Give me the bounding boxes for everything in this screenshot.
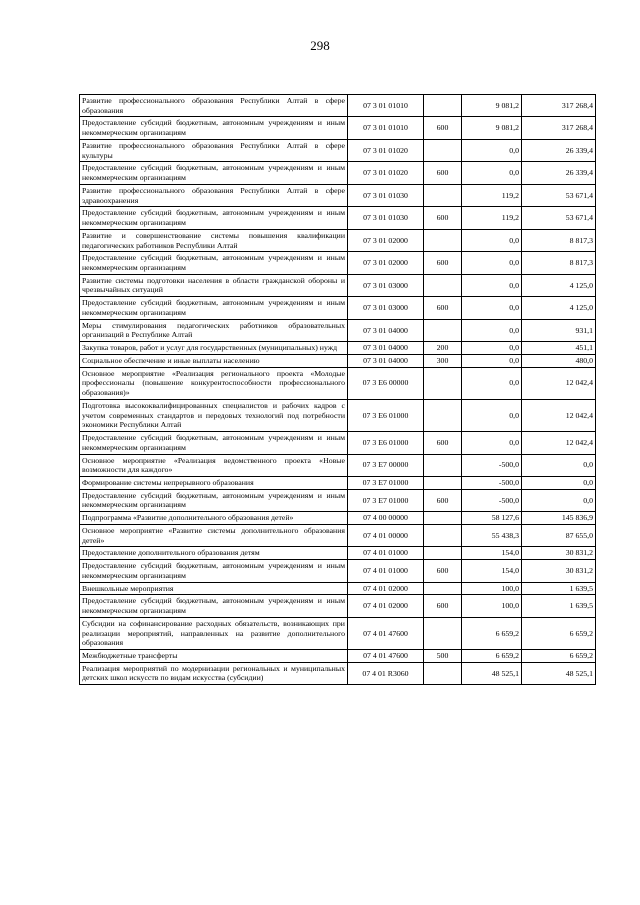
table-row	[80, 476, 596, 489]
row-name: Предоставление субсидий бюджетным, автономным учреждениям и иным некоммерческим организациям	[80, 207, 348, 229]
row-name: Развитие и совершенствование системы повышения квалификации педагогических работников Республики Алтай	[80, 229, 348, 251]
row-value-total: 480,0	[522, 354, 596, 367]
row-code: 07 3 01 01010	[348, 117, 424, 139]
row-value-total: 1 639,5	[522, 595, 596, 617]
row-expense-type	[424, 617, 462, 649]
row-expense-type	[424, 319, 462, 341]
row-value-change: 154,0	[462, 560, 522, 582]
table-row	[80, 454, 596, 476]
row-name: Предоставление субсидий бюджетным, автономным учреждениям и иным некоммерческим организациям	[80, 595, 348, 617]
row-expense-type: 600	[424, 117, 462, 139]
row-code: 07 4 01 02000	[348, 595, 424, 617]
table-row	[80, 560, 596, 582]
row-code: 07 3 01 04000	[348, 319, 424, 341]
row-code: 07 3 01 04000	[348, 342, 424, 355]
table-row	[80, 595, 596, 617]
row-expense-type	[424, 454, 462, 476]
row-value-change: -500,0	[462, 454, 522, 476]
row-code: 07 3 01 03000	[348, 297, 424, 319]
row-expense-type: 600	[424, 489, 462, 511]
row-value-total: 53 671,4	[522, 184, 596, 206]
row-expense-type	[424, 229, 462, 251]
row-value-change: 9 081,2	[462, 95, 522, 117]
row-value-change: 119,2	[462, 207, 522, 229]
row-expense-type: 600	[424, 432, 462, 454]
table-row	[80, 207, 596, 229]
row-value-total: 317 268,4	[522, 95, 596, 117]
row-expense-type: 600	[424, 560, 462, 582]
row-value-change: 0,0	[462, 319, 522, 341]
row-value-change: 0,0	[462, 229, 522, 251]
row-expense-type	[424, 367, 462, 399]
row-code: 07 4 01 01000	[348, 560, 424, 582]
table-row	[80, 512, 596, 525]
row-code: 07 4 01 R3060	[348, 662, 424, 684]
row-code: 07 4 01 47600	[348, 617, 424, 649]
row-value-change: 55 438,3	[462, 524, 522, 546]
row-value-total: 87 655,0	[522, 524, 596, 546]
row-code: 07 4 01 01000	[348, 547, 424, 560]
row-value-total: 12 042,4	[522, 367, 596, 399]
row-value-change: 0,0	[462, 252, 522, 274]
table-row	[80, 139, 596, 161]
row-value-total: 145 836,9	[522, 512, 596, 525]
row-name: Закупка товаров, работ и услуг для государственных (муниципальных) нужд	[80, 342, 348, 355]
table-row	[80, 342, 596, 355]
row-value-change: 100,0	[462, 595, 522, 617]
row-value-total: 26 339,4	[522, 139, 596, 161]
row-code: 07 3 01 02000	[348, 229, 424, 251]
row-name: Внешкольные мероприятия	[80, 582, 348, 595]
row-name: Основное мероприятие «Реализация регионального проекта «Молодые профессионалы (повышение конкурентоспособности профессионального образования)»	[80, 367, 348, 399]
table-row	[80, 649, 596, 662]
row-code: 07 4 01 47600	[348, 649, 424, 662]
table-row	[80, 367, 596, 399]
row-expense-type	[424, 512, 462, 525]
row-name: Развитие профессионального образования Республики Алтай в сфере культуры	[80, 139, 348, 161]
row-expense-type: 600	[424, 162, 462, 184]
row-name: Меры стимулирования педагогических работников образовательных организаций в Республике Алтай	[80, 319, 348, 341]
row-value-total: 4 125,0	[522, 274, 596, 296]
row-name: Социальное обеспечение и иные выплаты населению	[80, 354, 348, 367]
row-name: Субсидии на софинансирование расходных обязательств, возникающих при реализации мероприятий, направленных на развитие дополнительного образования	[80, 617, 348, 649]
row-name: Предоставление субсидий бюджетным, автономным учреждениям и иным некоммерческим организациям	[80, 489, 348, 511]
table-row	[80, 95, 596, 117]
row-expense-type	[424, 476, 462, 489]
row-name: Формирование системы непрерывного образования	[80, 476, 348, 489]
row-value-total: 8 817,3	[522, 252, 596, 274]
row-value-change: 0,0	[462, 139, 522, 161]
row-expense-type: 600	[424, 252, 462, 274]
row-expense-type: 500	[424, 649, 462, 662]
row-value-total: 30 831,2	[522, 560, 596, 582]
row-code: 07 3 01 01030	[348, 184, 424, 206]
budget-table	[79, 94, 596, 685]
table-row	[80, 354, 596, 367]
row-code: 07 3 E6 01000	[348, 432, 424, 454]
row-value-total: 0,0	[522, 489, 596, 511]
row-code: 07 4 01 02000	[348, 582, 424, 595]
table-row	[80, 489, 596, 511]
row-expense-type	[424, 274, 462, 296]
row-name: Развитие системы подготовки населения в области гражданской обороны и чрезвычайных ситуаций	[80, 274, 348, 296]
row-name: Подготовка высококвалифицированных специалистов и рабочих кадров с учетом современных стандартов и передовых технологий под потребности экономики Республики Алтай	[80, 399, 348, 431]
row-code: 07 3 01 01010	[348, 95, 424, 117]
row-value-total: 931,1	[522, 319, 596, 341]
row-code: 07 3 01 04000	[348, 354, 424, 367]
row-value-total: 451,1	[522, 342, 596, 355]
row-value-change: 0,0	[462, 399, 522, 431]
table-row	[80, 297, 596, 319]
row-value-total: 48 525,1	[522, 662, 596, 684]
row-name: Предоставление субсидий бюджетным, автономным учреждениям и иным некоммерческим организациям	[80, 117, 348, 139]
row-expense-type: 200	[424, 342, 462, 355]
row-expense-type	[424, 524, 462, 546]
row-code: 07 4 00 00000	[348, 512, 424, 525]
row-value-total: 30 831,2	[522, 547, 596, 560]
row-value-total: 6 659,2	[522, 617, 596, 649]
table-row	[80, 252, 596, 274]
row-value-change: 58 127,6	[462, 512, 522, 525]
row-value-change: 48 525,1	[462, 662, 522, 684]
row-name: Основное мероприятие «Развитие системы дополнительного образования детей»	[80, 524, 348, 546]
row-expense-type	[424, 399, 462, 431]
row-name: Реализация мероприятий по модернизации региональных и муниципальных детских школ искусств по видам искусства (субсидии)	[80, 662, 348, 684]
row-name: Предоставление субсидий бюджетным, автономным учреждениям и иным некоммерческим организациям	[80, 432, 348, 454]
row-code: 07 3 E6 00000	[348, 367, 424, 399]
row-code: 07 3 01 02000	[348, 252, 424, 274]
table-row	[80, 617, 596, 649]
row-value-total: 12 042,4	[522, 399, 596, 431]
row-value-change: 0,0	[462, 432, 522, 454]
row-value-total: 0,0	[522, 454, 596, 476]
row-value-total: 8 817,3	[522, 229, 596, 251]
row-value-total: 1 639,5	[522, 582, 596, 595]
table-row	[80, 547, 596, 560]
row-expense-type: 600	[424, 595, 462, 617]
table-row	[80, 184, 596, 206]
row-expense-type	[424, 582, 462, 595]
row-name: Подпрограмма «Развитие дополнительного образования детей»	[80, 512, 348, 525]
row-value-change: 9 081,2	[462, 117, 522, 139]
table-row	[80, 274, 596, 296]
row-name: Предоставление дополнительного образования детям	[80, 547, 348, 560]
row-name: Основное мероприятие «Реализация ведомственного проекта «Новые возможности для каждого»	[80, 454, 348, 476]
row-value-change: 0,0	[462, 274, 522, 296]
table-row	[80, 524, 596, 546]
row-value-total: 4 125,0	[522, 297, 596, 319]
row-expense-type	[424, 184, 462, 206]
row-code: 07 3 01 01030	[348, 207, 424, 229]
row-code: 07 3 E7 01000	[348, 489, 424, 511]
row-code: 07 3 E7 00000	[348, 454, 424, 476]
row-code: 07 3 01 03000	[348, 274, 424, 296]
table-row	[80, 117, 596, 139]
row-code: 07 3 E6 01000	[348, 399, 424, 431]
row-value-total: 317 268,4	[522, 117, 596, 139]
row-expense-type	[424, 547, 462, 560]
table-row	[80, 229, 596, 251]
row-name: Предоставление субсидий бюджетным, автономным учреждениям и иным некоммерческим организациям	[80, 162, 348, 184]
row-expense-type: 300	[424, 354, 462, 367]
budget-table-body	[80, 95, 596, 685]
table-row	[80, 662, 596, 684]
row-value-change: 0,0	[462, 162, 522, 184]
row-value-total: 6 659,2	[522, 649, 596, 662]
row-code: 07 3 01 01020	[348, 162, 424, 184]
row-value-change: 6 659,2	[462, 649, 522, 662]
table-row	[80, 399, 596, 431]
row-expense-type	[424, 662, 462, 684]
table-row	[80, 582, 596, 595]
row-value-change: 0,0	[462, 354, 522, 367]
row-name: Межбюджетные трансферты	[80, 649, 348, 662]
row-expense-type: 600	[424, 297, 462, 319]
page-number: 298	[310, 38, 330, 53]
row-code: 07 3 E7 01000	[348, 476, 424, 489]
row-name: Развитие профессионального образования Республики Алтай в сфере образования	[80, 95, 348, 117]
row-name: Предоставление субсидий бюджетным, автономным учреждениям и иным некоммерческим организациям	[80, 297, 348, 319]
table-row	[80, 162, 596, 184]
row-value-change: 0,0	[462, 342, 522, 355]
row-value-change: 0,0	[462, 297, 522, 319]
table-row	[80, 319, 596, 341]
row-value-change: 154,0	[462, 547, 522, 560]
row-code: 07 4 01 00000	[348, 524, 424, 546]
row-name: Предоставление субсидий бюджетным, автономным учреждениям и иным некоммерческим организациям	[80, 560, 348, 582]
row-expense-type	[424, 95, 462, 117]
row-value-change: 6 659,2	[462, 617, 522, 649]
row-value-total: 53 671,4	[522, 207, 596, 229]
row-expense-type: 600	[424, 207, 462, 229]
row-value-total: 0,0	[522, 476, 596, 489]
row-value-total: 12 042,4	[522, 432, 596, 454]
row-value-change: -500,0	[462, 489, 522, 511]
table-row	[80, 432, 596, 454]
row-value-total: 26 339,4	[522, 162, 596, 184]
row-value-change: 0,0	[462, 367, 522, 399]
row-value-change: -500,0	[462, 476, 522, 489]
row-code: 07 3 01 01020	[348, 139, 424, 161]
row-value-change: 119,2	[462, 184, 522, 206]
row-value-change: 100,0	[462, 582, 522, 595]
row-name: Предоставление субсидий бюджетным, автономным учреждениям и иным некоммерческим организациям	[80, 252, 348, 274]
row-name: Развитие профессионального образования Республики Алтай в сфере здравоохранения	[80, 184, 348, 206]
row-expense-type	[424, 139, 462, 161]
